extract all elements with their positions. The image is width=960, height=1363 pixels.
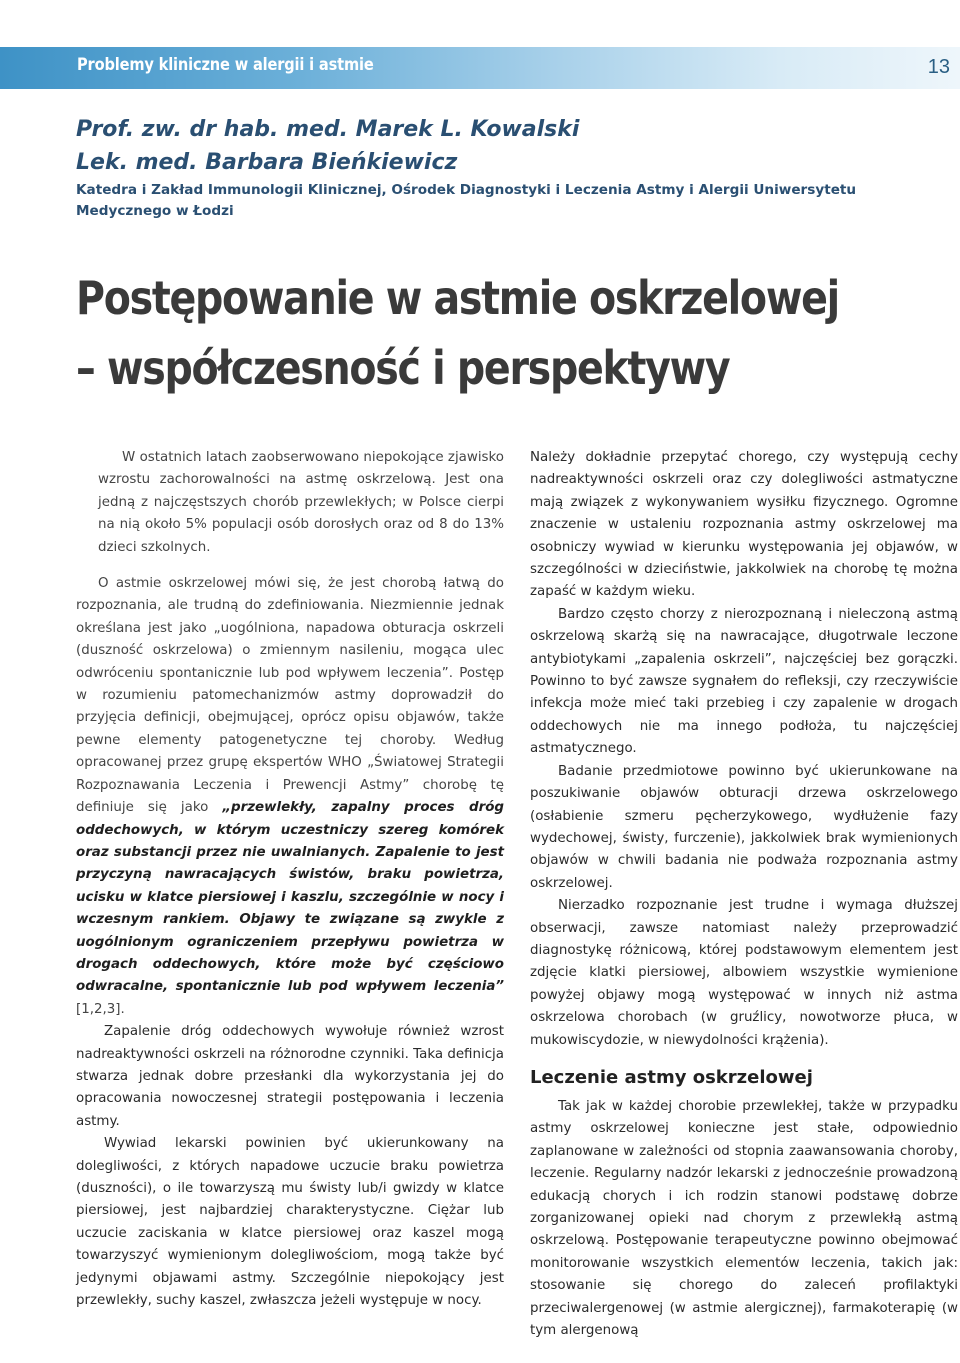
abstract-paragraph-1: W ostatnich latach zaobserwowano niepokojące zjawisko wzrostu zachorowalności na astmę oskrzelową. Jest ona jedną z najczęstszych chorób przewlekłych; w Polsce cierpi na nią około 5% populacji osób dorosłych oraz od 8 do 13% dzieci szkolnych. (98, 450, 504, 555)
left-paragraph-3: Wywiad lekarski powinien być ukierunkowany na dolegliwości, z których napadowe uczucie braku powietrza (duszności), o ile towarzyszą mu świsty lub/i gwizdy w klatce piersiowej, jest najbardziej charakterystyczne. Ciężar lub uczucie zaciskania w klatce piersiowej oraz kaszel mogą towarzyszyć wymienionym dolegliwościom, mogą także być jedynymi objawami astmy. Szczególnie niepokojący jest przewlekły, suchy kaszel, zwłaszcza jeżeli występuje w nocy. (76, 1136, 504, 1309)
article-title-line-1: Postępowanie w astmie oskrzelowej (76, 271, 839, 325)
right-column (530, 447, 958, 1342)
definition-reference: [1,2,3]. (76, 1001, 125, 1017)
definition-intro: Niezmiennie jednak określana jest jako „uogólniona, napadowa obturacja oskrzeli (duszność oskrzelowa) o zmiennym nasileniu, mogąca ulec odwróceniu spontanicznie lub pod wpływem leczenia”. Postęp w rozumieniu patomechanizmów astmy doprowadził do przyjęcia definicji, obejmującej, oprócz opisu objawów, także pewne elementy patogenetyczne tej choroby. Według opracowanej przez grupę ekspertów WHO „Światowej Strategii Rozpoznawania Leczenia i Prewencji Astmy” chorobę tę definiuje się jako (76, 598, 505, 816)
left-body (76, 573, 504, 1312)
right-paragraph-1: Należy dokładnie przepytać chorego, czy występują cechy nadreaktywności oskrzeli oraz czy dolegliwości astmatyczne mają związek z wykonywaniem wysiłku fizycznego. Ogromne znaczenie w ustaleniu rozpoznania astmy oskrzelowej ma osobniczy wywiad w kierunku występowania jej objawów, w szczególności w dzieciństwie, jakkolwiek na chorobę tę można zapaść w każdym wieku. (530, 450, 958, 600)
author-1: Prof. zw. dr hab. med. Marek L. Kowalski (76, 117, 580, 142)
right-paragraph-4: Nierzadko rozpoznanie jest trudne i wymaga dłuższej obserwacji, zawsze natomiast należy przeprowadzić diagnostykę różnicową, której podstawowym elementem jest zdjęcie klatki piersiowej, albowiem wszystkie wymienione powyżej objawy mogą występować w innych niż astma oskrzelowa chorobach (w gruźlicy, nowotworze płuca, w mukowiscydozie, w niewydolności krążenia). (530, 898, 958, 1048)
section-heading-treatment: Leczenie astmy oskrzelowej (530, 1066, 813, 1088)
right-paragraph-5: Tak jak w każdej chorobie przewlekłej, także w przypadku astmy oskrzelowej konieczne jest stałe, odpowiednio zaplanowane w zależności od stopnia zaawansowania choroby, leczenie. Regularny nadzór lekarski z jednocześnie prowadzoną edukacją chorych i ich rodzin stanowi podstawę dobrze zorganizowanej opieki nad chorym z przewlekłą astmą oskrzelową. Postępowanie terapeutyczne powinno obejmować monitorowanie wszystkich elementów leczenia, takich jak: stosowanie się chorego do zaleceń profilaktyki przeciwalergenowej (w astmie alergicznej), farmakoterapię (w tym alergenową (530, 1098, 958, 1339)
article-title-line-2: – współczesność i perspektywy (76, 341, 730, 395)
journal-title-part2: w alergii i astmie (229, 55, 374, 75)
left-column (76, 447, 505, 1312)
affiliation: Katedra i Zakład Immunologii Klinicznej, Ośrodek Diagnostyki i Leczenia Astmy i Alergii Uniwersytetu Medycznego w Łodzi (76, 182, 857, 219)
author-2: Lek. med. Barbara Bieńkiewicz (76, 150, 458, 175)
authors (76, 113, 936, 179)
right-paragraph-2: Bardzo często chorzy z nierozpoznaną i nieleczoną astmą oskrzelową skarżą się na nawracające, długotrwale leczone antybiotykami „zapalenia oskrzeli”, najczęściej bez gorączki. Powinno to być zawsze sygnałem do refleksji, czy rzeczywiście infekcja może mieć taki przebieg i czy zapalenie w drogach oddechowych nie ma innego podłoża, tu najczęściej astmatycznego. (530, 606, 958, 757)
article-title (76, 263, 839, 403)
right-paragraph-3: Badanie przedmiotowe powinno być ukierunkowane na poszukiwanie objawów obturacji drzewa oskrzelowego (osłabienie szmeru pęcherzykowego, wydłużenie fazy wydechowej, świsty, furczenie), jakkolwiek brak wymienionych objawów w chwili badania nie podważa rozpoznania astmy oskrzelowej. (530, 763, 958, 891)
asthma-definition: „przewlekły, zapalny proces dróg oddechowych, w którym uczestniczy szereg komórek oraz substancji przez nie uwalnianych. Zapalenie to jest przyczyną nawracających świstów, braku powietrza, ucisku w klatce piersiowej i kaszlu, szczególnie w nocy i wczesnym rankiem. Objawy te związane są zwykle z uogólnionym ograniczeniem przepływu powietrza w drogach oddechowych, które może być częściowo odwracalne, spontanicznie lub pod wpływem leczenia” (76, 800, 504, 995)
abstract-2-text: O astmie oskrzelowej mówi się, że jest chorobą łatwą do rozpoznania, ale trudną do zdefiniowania. (76, 576, 504, 614)
journal-header-bar (0, 47, 960, 89)
page-number: 13 (927, 56, 950, 78)
journal-title (77, 55, 374, 75)
abstract-paragraph-2 (76, 573, 504, 1021)
left-paragraph-2: Zapalenie dróg oddechowych wywołuje również wzrost nadreaktywności oskrzeli na różnorodne czynniki. Taka definicja stwarza jednak dobre przesłanki dla wykorzystania jej do opracowania nowoczesnej strategii postępowania i leczenia astmy. (76, 1024, 504, 1129)
journal-title-part1: Problemy kliniczne (77, 55, 230, 75)
